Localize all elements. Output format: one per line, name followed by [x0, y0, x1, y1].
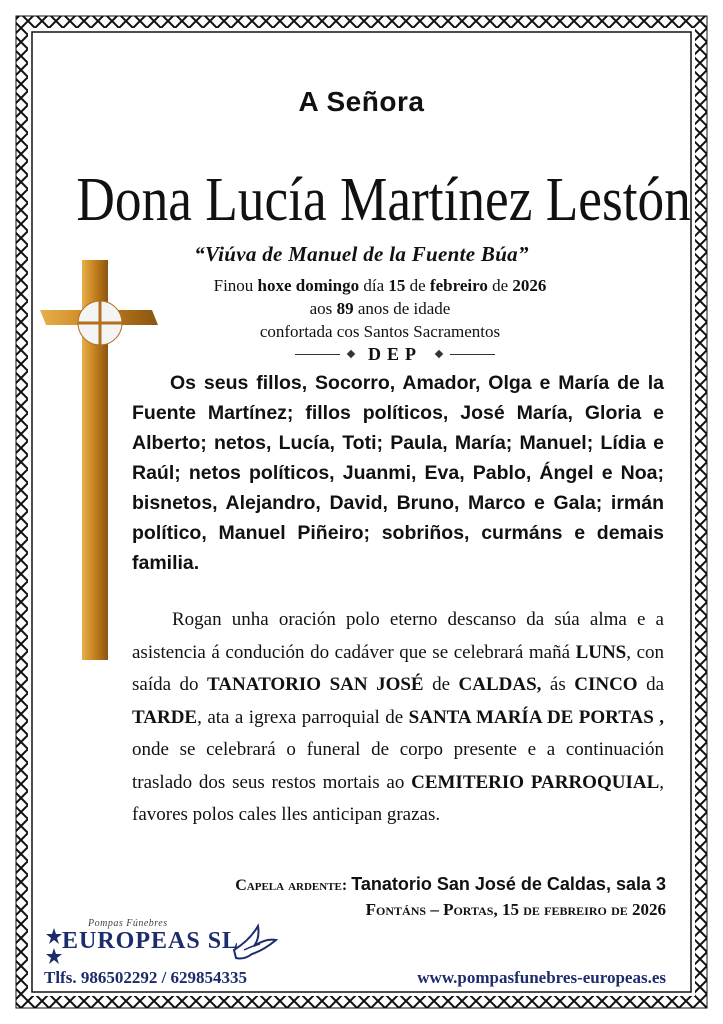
place-date: Fontáns – Portas, 15 de febreiro de 2026	[365, 900, 666, 919]
deceased-name: Dona Lucía Martínez Lestón	[76, 166, 691, 234]
salutation: A Señora	[298, 86, 425, 117]
diamond-icon	[347, 350, 355, 358]
company-logo: Pompas Fúnebres EUROPEAS SL	[44, 918, 304, 968]
capela-ardente: Capela ardente: Tanatorio San José de Caldas, sala 3	[235, 874, 666, 894]
prayer-text: Rogan unha oración polo eterno descanso da súa alma e a asistencia á condución do cadáver que se celebrará mañá LUNS, con saída do TANATORIO SAN JOSÉ de CALDAS, ás CINCO da TARDE, ata a igrexa parroquial de SANTA MARÍA DE PORTAS , onde se celebrará o funeral de corpo presente e a continuación traslado dos seus restos mortais ao CEMITERIO PARROQUIAL, favores polos cales lles anticipan grazas.	[132, 609, 665, 825]
widow-of: “Viúva de Manuel de la Fuente Búa”	[194, 242, 529, 266]
family-text: Os seus fillos, Socorro, Amador, Olga e María de la Fuente Martínez; fillos políticos, José María, Gloria e Alberto; netos, Lucía, Toti; Paula, María; Manuel; Lídia e Raúl; netos políticos, Juanmi, Eva, Pablo, Ángel e Noa; bisnetos, Alejandro, David, Bruno, Marco e Gala; irmán político, Manuel Piñeiro; sobriños, curmáns e demais familia.	[132, 372, 664, 574]
diamond-icon	[435, 350, 443, 358]
star-icon	[44, 926, 64, 966]
phone-numbers: Tlfs. 986502292 / 629854335	[44, 968, 248, 987]
age-line: aos 89 anos de idade	[309, 299, 451, 318]
website-link[interactable]: www.pompasfunebres-europeas.es	[417, 968, 666, 987]
death-line: Finou hoxe domingo día 15 de febreiro de 2026	[213, 276, 547, 295]
dep-text: DEP	[368, 343, 422, 364]
dove-icon	[230, 920, 280, 964]
dep-divider	[270, 344, 520, 364]
sacraments-line: confortada cos Santos Sacramentos	[259, 322, 501, 341]
